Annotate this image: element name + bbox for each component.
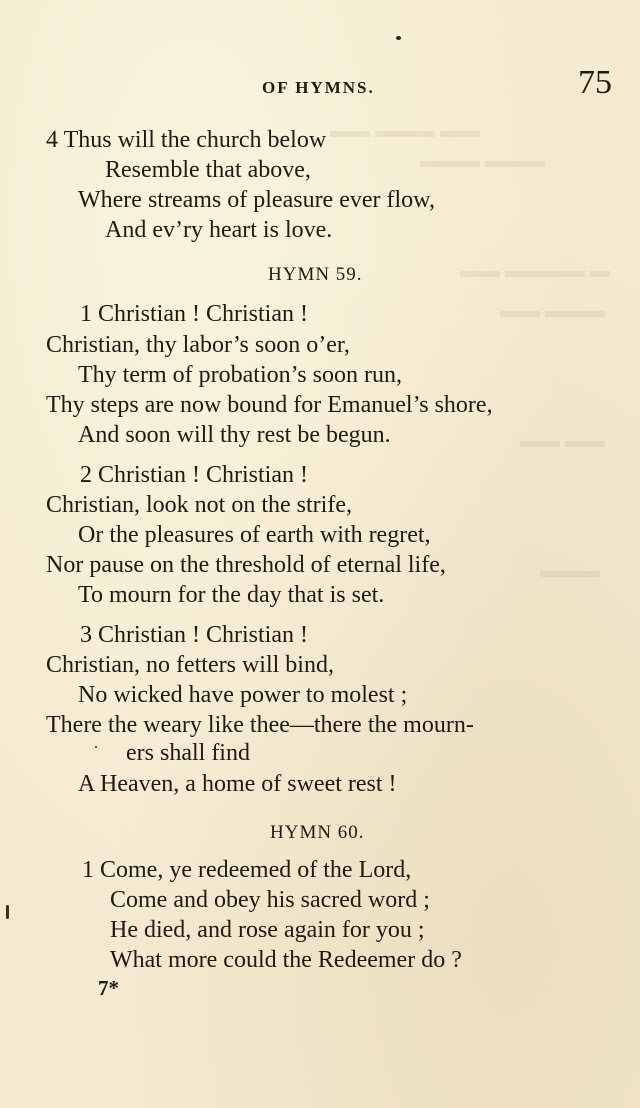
verse-line: ers shall find xyxy=(126,740,250,766)
verse-line: Christian, no fetters will bind, xyxy=(46,652,334,678)
verse-line: And soon will thy rest be begun. xyxy=(78,422,391,448)
ink-speck xyxy=(6,905,9,919)
verse-line: No wicked have power to molest ; xyxy=(78,682,408,708)
verse-line: Or the pleasures of earth with regret, xyxy=(78,522,431,548)
bleed-through-mark: ▬▬▬ ▬▬▬ xyxy=(420,150,545,172)
verse-line: Thy term of probation’s soon run, xyxy=(78,362,402,388)
verse-line: And ev’ry heart is love. xyxy=(105,217,333,243)
ink-speck xyxy=(396,36,401,40)
bleed-through-mark: ▬▬ ▬▬ xyxy=(520,430,605,452)
page-number: 75 xyxy=(578,64,612,101)
verse-line: A Heaven, a home of sweet rest ! xyxy=(78,771,397,797)
verse-line: 1 Come, ye redeemed of the Lord, xyxy=(82,857,412,883)
bleed-through-mark: ▬ ▬▬▬▬ ▬▬ xyxy=(460,260,610,282)
verse-line: 4 Thus will the church below xyxy=(46,127,327,153)
bleed-through-mark: ▬▬ ▬▬▬ ▬▬ xyxy=(330,120,480,142)
bleed-through-mark: ▬▬▬ ▬▬ xyxy=(500,300,605,322)
bleed-through-mark: ▬▬▬ xyxy=(540,560,600,582)
verse-line: 2 Christian ! Christian ! xyxy=(80,462,308,488)
signature-mark: 7* xyxy=(98,976,119,1000)
verse-line: Christian, look not on the strife, xyxy=(46,492,352,518)
verse-line: Resemble that above, xyxy=(105,157,311,183)
ink-speck xyxy=(95,746,97,748)
running-head: OF HYMNS. xyxy=(262,78,375,97)
verse-line: 3 Christian ! Christian ! xyxy=(80,622,308,648)
verse-line: To mourn for the day that is set. xyxy=(78,582,385,608)
verse-line: Christian, thy labor’s soon o’er, xyxy=(46,332,350,358)
verse-line: What more could the Redeemer do ? xyxy=(110,947,462,973)
page-header xyxy=(0,64,640,112)
verse-line: Come and obey his sacred word ; xyxy=(110,887,430,913)
verse-line: Nor pause on the threshold of eternal life, xyxy=(46,552,446,578)
verse-line: There the weary like thee—there the mourn- xyxy=(46,712,474,738)
verse-line: He died, and rose again for you ; xyxy=(110,917,425,943)
hymn-title: HYMN 60. xyxy=(270,822,365,843)
verse-line: Thy steps are now bound for Emanuel’s shore, xyxy=(46,392,493,418)
verse-line: 1 Christian ! Christian ! xyxy=(80,301,308,327)
hymn-title: HYMN 59. xyxy=(268,264,363,285)
verse-line: Where streams of pleasure ever flow, xyxy=(78,187,435,213)
